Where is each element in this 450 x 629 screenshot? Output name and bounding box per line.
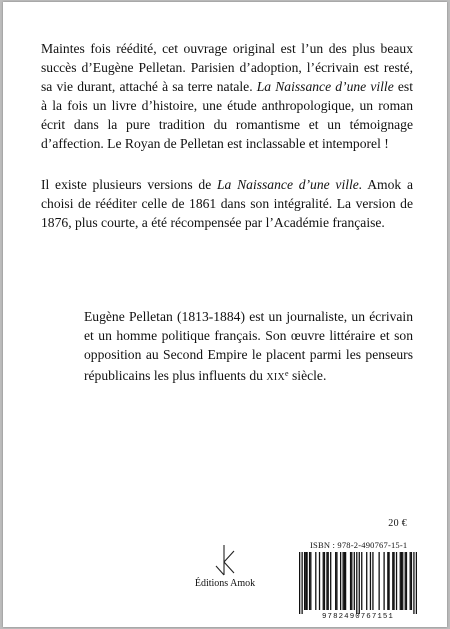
barcode-bar: [413, 552, 414, 614]
barcode-bar: [336, 552, 337, 610]
barcode-bar: [401, 552, 402, 610]
barcode-bar: [324, 552, 325, 610]
barcode-bar: [416, 552, 417, 614]
barcode-bar: [305, 552, 306, 610]
barcode-bar: [378, 552, 379, 610]
barcode-bar: [299, 552, 300, 614]
barcode-bar: [392, 552, 393, 610]
back-cover: [3, 2, 447, 627]
publisher-name: Éditions Amok: [194, 578, 256, 589]
isbn-label: ISBN : 978-2-490767-15-1: [310, 540, 408, 550]
blurb-text: Il existe plusieurs versions de: [41, 177, 217, 192]
publisher-logo-block: [185, 542, 265, 589]
barcode-bar: [319, 552, 320, 610]
barcode-digits: 9782490767151: [322, 613, 394, 621]
isbn-barcode: [299, 552, 417, 614]
barcode-bar: [304, 552, 305, 610]
barcode-bar: [383, 552, 384, 610]
barcode-bar: [306, 552, 307, 610]
barcode-bar: [372, 552, 373, 610]
barcode-bar: [366, 552, 367, 610]
barcode-bar: [410, 552, 411, 610]
book-title-italic: La Naissance d’une ville.: [216, 177, 363, 192]
barcode-bar: [330, 552, 331, 610]
barcode-bar: [350, 552, 351, 610]
barcode-bar: [345, 552, 346, 610]
barcode-bar: [328, 552, 329, 610]
barcode-bar: [335, 552, 336, 610]
author-bio-paragraph: [84, 307, 413, 387]
blurb-paragraph-2: [41, 175, 413, 232]
bio-text: Eugène Pelletan (1813-1884) est un journaliste, un écrivain et un homme politique français. Son œuvre littéraire et son opposition au Second Empire le placent parmi les penseurs républicains les plus influents du: [84, 309, 413, 383]
barcode-bar: [310, 552, 311, 610]
barcode-bar: [326, 552, 327, 610]
barcode-bar: [315, 552, 316, 610]
barcode-bar: [393, 552, 394, 610]
barcode-bar: [387, 552, 388, 610]
century-superscript: e: [285, 369, 289, 378]
barcode-bar: [361, 552, 362, 610]
barcode-bar: [402, 552, 403, 610]
barcode-bar: [309, 552, 310, 610]
barcode-bar: [396, 552, 397, 610]
barcode-bar: [370, 552, 371, 610]
blurb-text: est à la fois un livre d’histoire, une étude anthropologique, un roman écrit dans la pure tradition du romantisme et un témoignage d’affection. Le Royan de Pelletan est inclassable et intemporel !: [41, 79, 413, 151]
blurb-text: Maintes fois réédité, cet ouvrage original est l’un des plus beaux succès d’Eugène Pelletan. Parisien d’adoption, l’écrivain est resté, sa vie durant, attaché à sa terre natale.: [41, 41, 413, 94]
bio-text: siècle.: [288, 368, 327, 383]
barcode-bar: [411, 552, 412, 610]
barcode-bar: [342, 552, 343, 610]
barcode-bar: [344, 552, 345, 610]
century-numeral: XIX: [266, 372, 286, 383]
price-label: 20 €: [388, 518, 407, 529]
barcode-bar: [405, 552, 406, 610]
barcode-bar: [388, 552, 389, 610]
barcode-bar: [354, 552, 355, 610]
ak-monogram-icon: [207, 542, 243, 578]
barcode-bar: [359, 552, 360, 614]
barcode-bar: [301, 552, 302, 614]
barcode-bar: [356, 552, 357, 614]
barcode-bar: [406, 552, 407, 610]
blurb-paragraph-1: [41, 39, 413, 153]
barcode-bar: [340, 552, 341, 610]
blurb-text: Amok a choisi de rééditer celle de 1861 dans son intégralité. La version de 1876, plus courte, a été récompensée par l’Académie française.: [41, 177, 413, 230]
barcode-bar: [323, 552, 324, 610]
barcode-bar: [351, 552, 352, 610]
book-title-italic: La Naissance d’une ville: [256, 79, 394, 94]
barcode-bar: [400, 552, 401, 610]
